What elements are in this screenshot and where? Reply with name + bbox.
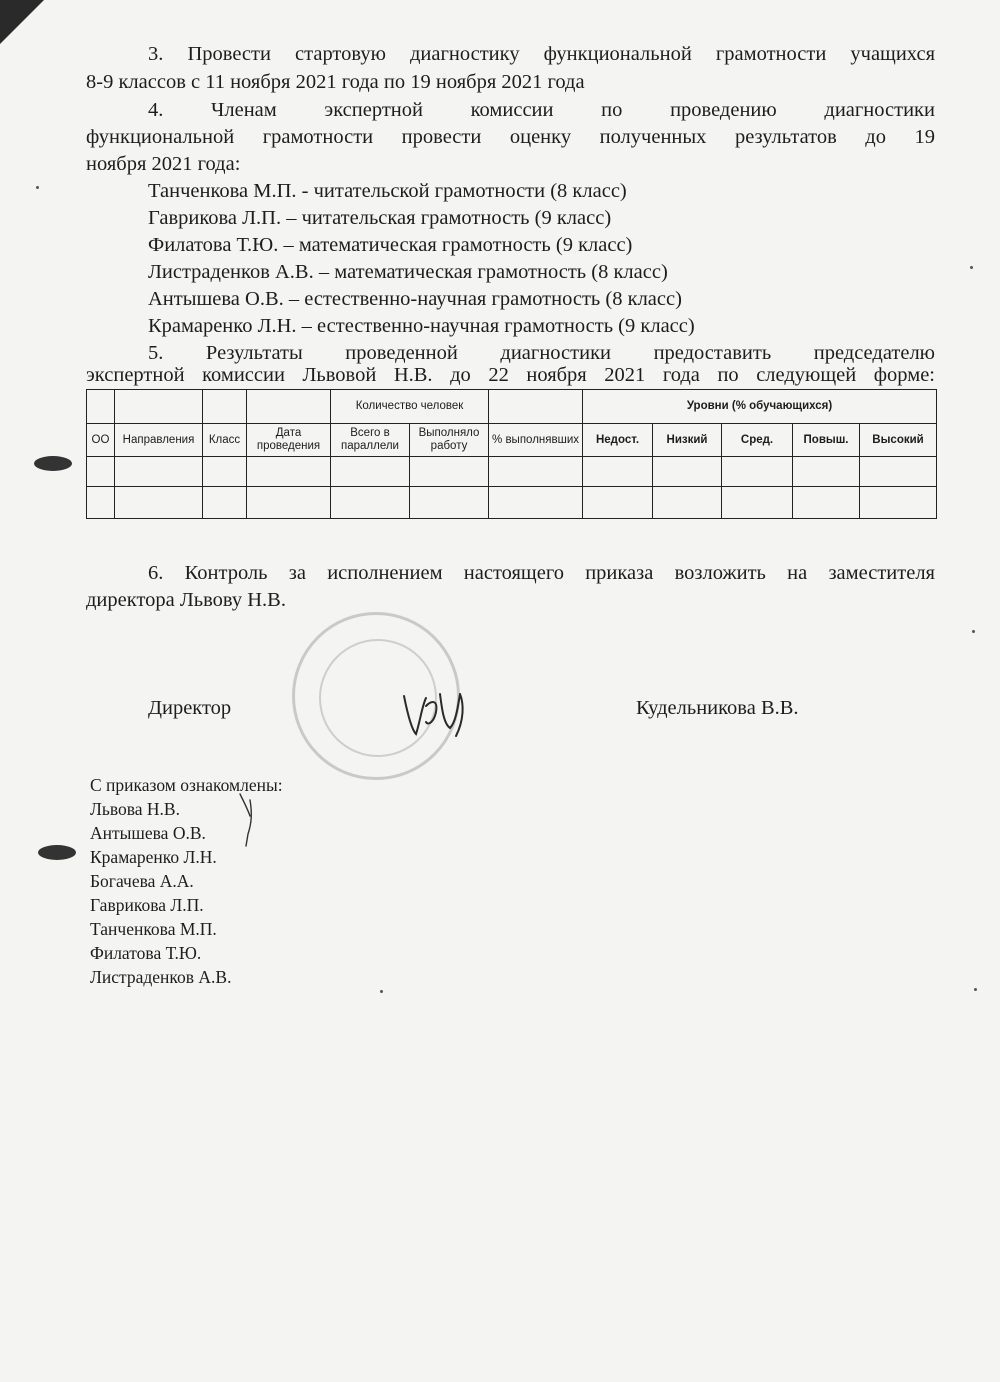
- table-row: [87, 487, 937, 519]
- item4-line3: ноября 2021 года:: [86, 153, 241, 175]
- table-row: [87, 457, 937, 487]
- col-header-direction: Направления: [115, 424, 203, 457]
- signature-name: Кудельникова В.В.: [636, 697, 799, 719]
- acquainted-name: Антышева О.В.: [90, 823, 206, 843]
- acquainted-name: Листраденков А.В.: [90, 967, 232, 987]
- group-header-count: Количество человек: [331, 390, 489, 424]
- item5-line2: экспертной комиссии Львовой Н.В. до 22 ноября 2021 года по следующей форме:: [86, 364, 935, 386]
- item3-line2: 8-9 классов с 11 ноября 2021 года по 19 ноября 2021 года: [86, 71, 585, 93]
- scan-speck: [36, 186, 39, 189]
- item3-line1: 3. Провести стартовую диагностику функциональной грамотности учащихся: [148, 43, 935, 65]
- col-header-date: Дата проведения: [247, 424, 331, 457]
- signature-role: Директор: [148, 697, 232, 719]
- scan-hole-mark: [34, 456, 72, 471]
- scan-speck: [974, 988, 977, 991]
- item6-line2: директора Львову Н.В.: [86, 589, 286, 611]
- acquainted-name: Гаврикова Л.П.: [90, 895, 204, 915]
- col-header-low: Низкий: [653, 424, 722, 457]
- scan-hole-mark: [38, 845, 76, 860]
- acquainted-name: Богачева А.А.: [90, 871, 194, 891]
- scan-corner-shadow: [0, 0, 44, 44]
- col-header-total: Всего в параллели: [331, 424, 410, 457]
- report-form-table: [86, 389, 937, 519]
- acquainted-name: Львова Н.В.: [90, 799, 180, 819]
- expert-item: Антышева О.В. – естественно-научная грамотность (8 класс): [148, 288, 682, 310]
- expert-item: Гаврикова Л.П. – читательская грамотность (9 класс): [148, 207, 612, 229]
- col-header-percent: % выполнявших: [489, 424, 583, 457]
- acquainted-name: Крамаренко Л.Н.: [90, 847, 217, 867]
- item4-line2: функциональной грамотности провести оценку полученных результатов до 19: [86, 126, 935, 148]
- col-header-oo: ОО: [87, 424, 115, 457]
- acquaintance-signature-mark: [236, 790, 258, 850]
- expert-item: Листраденков А.В. – математическая грамотность (8 класс): [148, 261, 668, 283]
- col-header-class: Класс: [203, 424, 247, 457]
- director-signature: [398, 686, 468, 742]
- acquainted-name: Филатова Т.Ю.: [90, 943, 202, 963]
- scan-speck: [380, 990, 383, 993]
- acquainted-heading: С приказом ознакомлены:: [90, 775, 283, 795]
- item6-line1: 6. Контроль за исполнением настоящего приказа возложить на заместителя: [148, 562, 935, 584]
- acquainted-name: Танченкова М.П.: [90, 919, 217, 939]
- expert-item: Танченкова М.П. - читательской грамотности (8 класс): [148, 180, 627, 202]
- expert-item: Филатова Т.Ю. – математическая грамотность (9 класс): [148, 234, 633, 256]
- item4-line1: 4. Членам экспертной комиссии по проведению диагностики: [148, 99, 935, 121]
- col-header-performed: Выполняло работу: [410, 424, 489, 457]
- table-group-header-row: [87, 390, 937, 424]
- scan-speck: [972, 630, 975, 633]
- col-header-medium: Сред.: [722, 424, 793, 457]
- expert-item: Крамаренко Л.Н. – естественно-научная грамотность (9 класс): [148, 315, 695, 337]
- item5-line1: 5. Результаты проведенной диагностики предоставить председателю: [148, 342, 935, 364]
- scan-speck: [970, 266, 973, 269]
- col-header-insufficient: Недост.: [583, 424, 653, 457]
- group-header-levels: Уровни (% обучающихся): [583, 390, 937, 424]
- col-header-high: Высокий: [860, 424, 937, 457]
- col-header-elevated: Повыш.: [793, 424, 860, 457]
- table-header-row: [87, 424, 937, 457]
